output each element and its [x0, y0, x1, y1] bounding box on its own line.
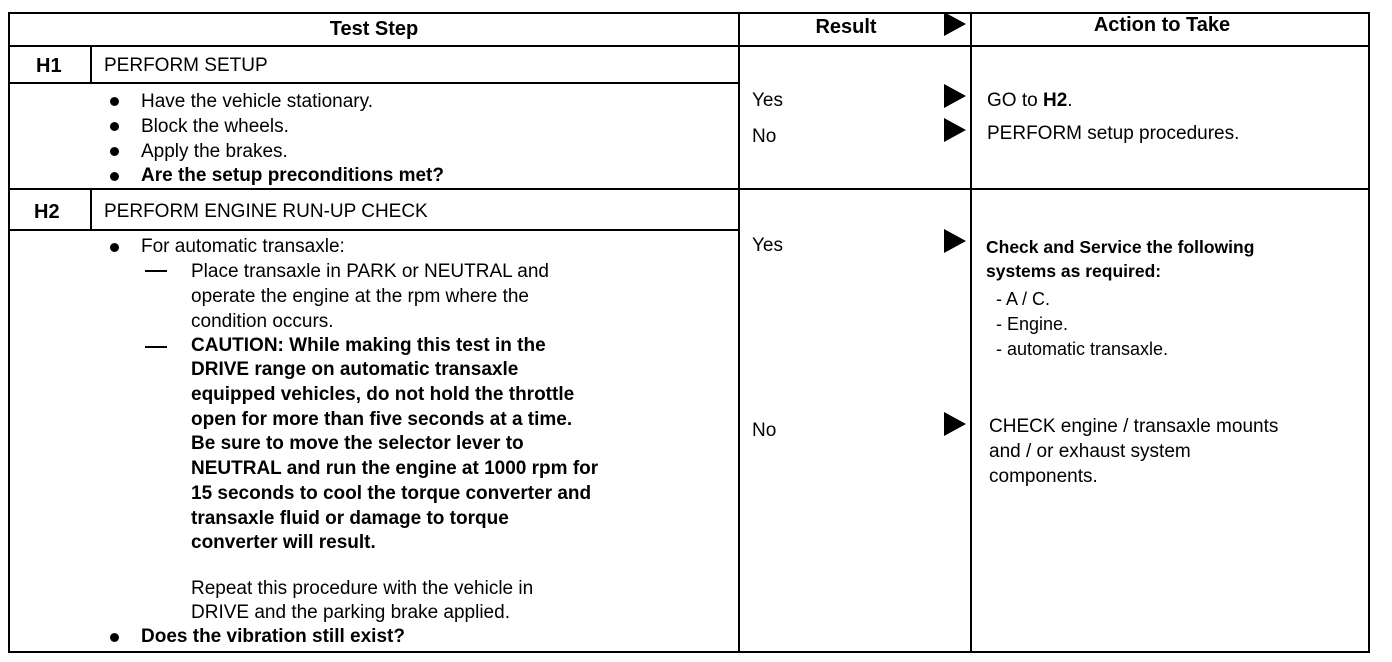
- h1-result-no: No: [752, 126, 777, 147]
- h2-caution-line9: converter will result.: [191, 532, 376, 553]
- h1-action-yes-end: .: [1067, 90, 1073, 111]
- h2-action-no-line1: CHECK engine / transaxle mounts: [989, 416, 1279, 437]
- h2-step-title: PERFORM ENGINE RUN-UP CHECK: [104, 201, 428, 222]
- h1-id-divider: [90, 45, 92, 84]
- h1-bullet-3: Apply the brakes.: [141, 141, 288, 162]
- h2-repeat-line2: DRIVE and the parking brake applied.: [191, 602, 510, 623]
- h2-id-divider: [90, 188, 92, 230]
- header-action: Action to Take: [1093, 14, 1231, 36]
- h1-yes-arrow-icon: [944, 84, 966, 108]
- h2-action-yes-heading-1: Check and Service the following: [986, 237, 1255, 257]
- h1-bullet-1: Have the vehicle stationary.: [141, 91, 373, 112]
- table-border-bottom: [8, 651, 1370, 653]
- h2-caution-line2: DRIVE range on automatic transaxle: [191, 359, 519, 380]
- h2-step-id: H2: [34, 201, 60, 223]
- h2-no-arrow-icon: [944, 412, 966, 436]
- h2-result-yes: Yes: [752, 235, 783, 256]
- h1-step-title: PERFORM SETUP: [104, 55, 268, 76]
- h2-result-no: No: [752, 420, 777, 441]
- h2-action-no-line3: components.: [989, 466, 1098, 487]
- bullet-icon: [110, 243, 119, 252]
- header-result: Result: [815, 16, 877, 38]
- h1-action-yes-text: GO to: [987, 90, 1043, 111]
- dash-icon: [145, 346, 167, 348]
- h2-caution-line1: CAUTION: While making this test in the: [191, 335, 546, 356]
- h2-bullet-1: For automatic transaxle:: [141, 236, 345, 257]
- h2-sub1-line1: Place transaxle in PARK or NEUTRAL and: [191, 261, 549, 282]
- h1-no-arrow-icon: [944, 118, 966, 142]
- h2-question: Does the vibration still exist?: [141, 626, 405, 647]
- bullet-icon: [110, 97, 119, 106]
- h1-action-yes-target: H2: [1042, 90, 1068, 111]
- h2-action-yes-item-1: - A / C.: [996, 289, 1051, 309]
- header-arrow-icon: [944, 12, 966, 36]
- h1-result-yes: Yes: [752, 90, 783, 111]
- h1-action-no: PERFORM setup procedures.: [987, 123, 1240, 144]
- table-border-left: [8, 12, 10, 653]
- h1-bullet-2: Block the wheels.: [141, 116, 289, 137]
- header-rule: [8, 45, 1370, 47]
- h2-sub1-line2: operate the engine at the rpm where the: [191, 286, 530, 307]
- h2-sub1-line3: condition occurs.: [191, 311, 334, 332]
- h2-caution-line7: 15 seconds to cool the torque converter and: [191, 483, 592, 504]
- dash-icon: [145, 270, 167, 272]
- h2-caution-line8: transaxle fluid or damage to torque: [191, 508, 509, 529]
- h1-title-rule: [8, 82, 740, 84]
- h2-action-yes-item-3: - automatic transaxle.: [996, 339, 1169, 359]
- bullet-icon: [110, 633, 119, 642]
- h2-action-yes-heading-2: systems as required:: [986, 261, 1162, 281]
- table-border-right: [1368, 12, 1370, 653]
- col-divider-result: [738, 12, 740, 653]
- h2-caution-line3: equipped vehicles, do not hold the throttle: [191, 384, 575, 405]
- header-test-step: Test Step: [329, 18, 419, 40]
- bullet-icon: [110, 172, 119, 181]
- bullet-icon: [110, 122, 119, 131]
- h2-caution-line4: open for more than five seconds at a time.: [191, 409, 573, 430]
- h1-bullet-4: Are the setup preconditions met?: [141, 165, 444, 186]
- col-divider-action: [970, 12, 972, 653]
- h1-section-rule: [8, 188, 1370, 190]
- bullet-icon: [110, 147, 119, 156]
- h2-caution-line6: NEUTRAL and run the engine at 1000 rpm for: [191, 458, 599, 479]
- h1-action-yes: [987, 88, 1073, 113]
- h2-yes-arrow-icon: [944, 229, 966, 253]
- h2-title-rule: [8, 229, 740, 231]
- h2-repeat-line1: Repeat this procedure with the vehicle in: [191, 578, 534, 599]
- h2-caution-line5: Be sure to move the selector lever to: [191, 433, 524, 454]
- h1-step-id: H1: [36, 55, 62, 77]
- h2-action-yes-item-2: - Engine.: [996, 314, 1069, 334]
- h2-action-no-line2: and / or exhaust system: [989, 441, 1191, 462]
